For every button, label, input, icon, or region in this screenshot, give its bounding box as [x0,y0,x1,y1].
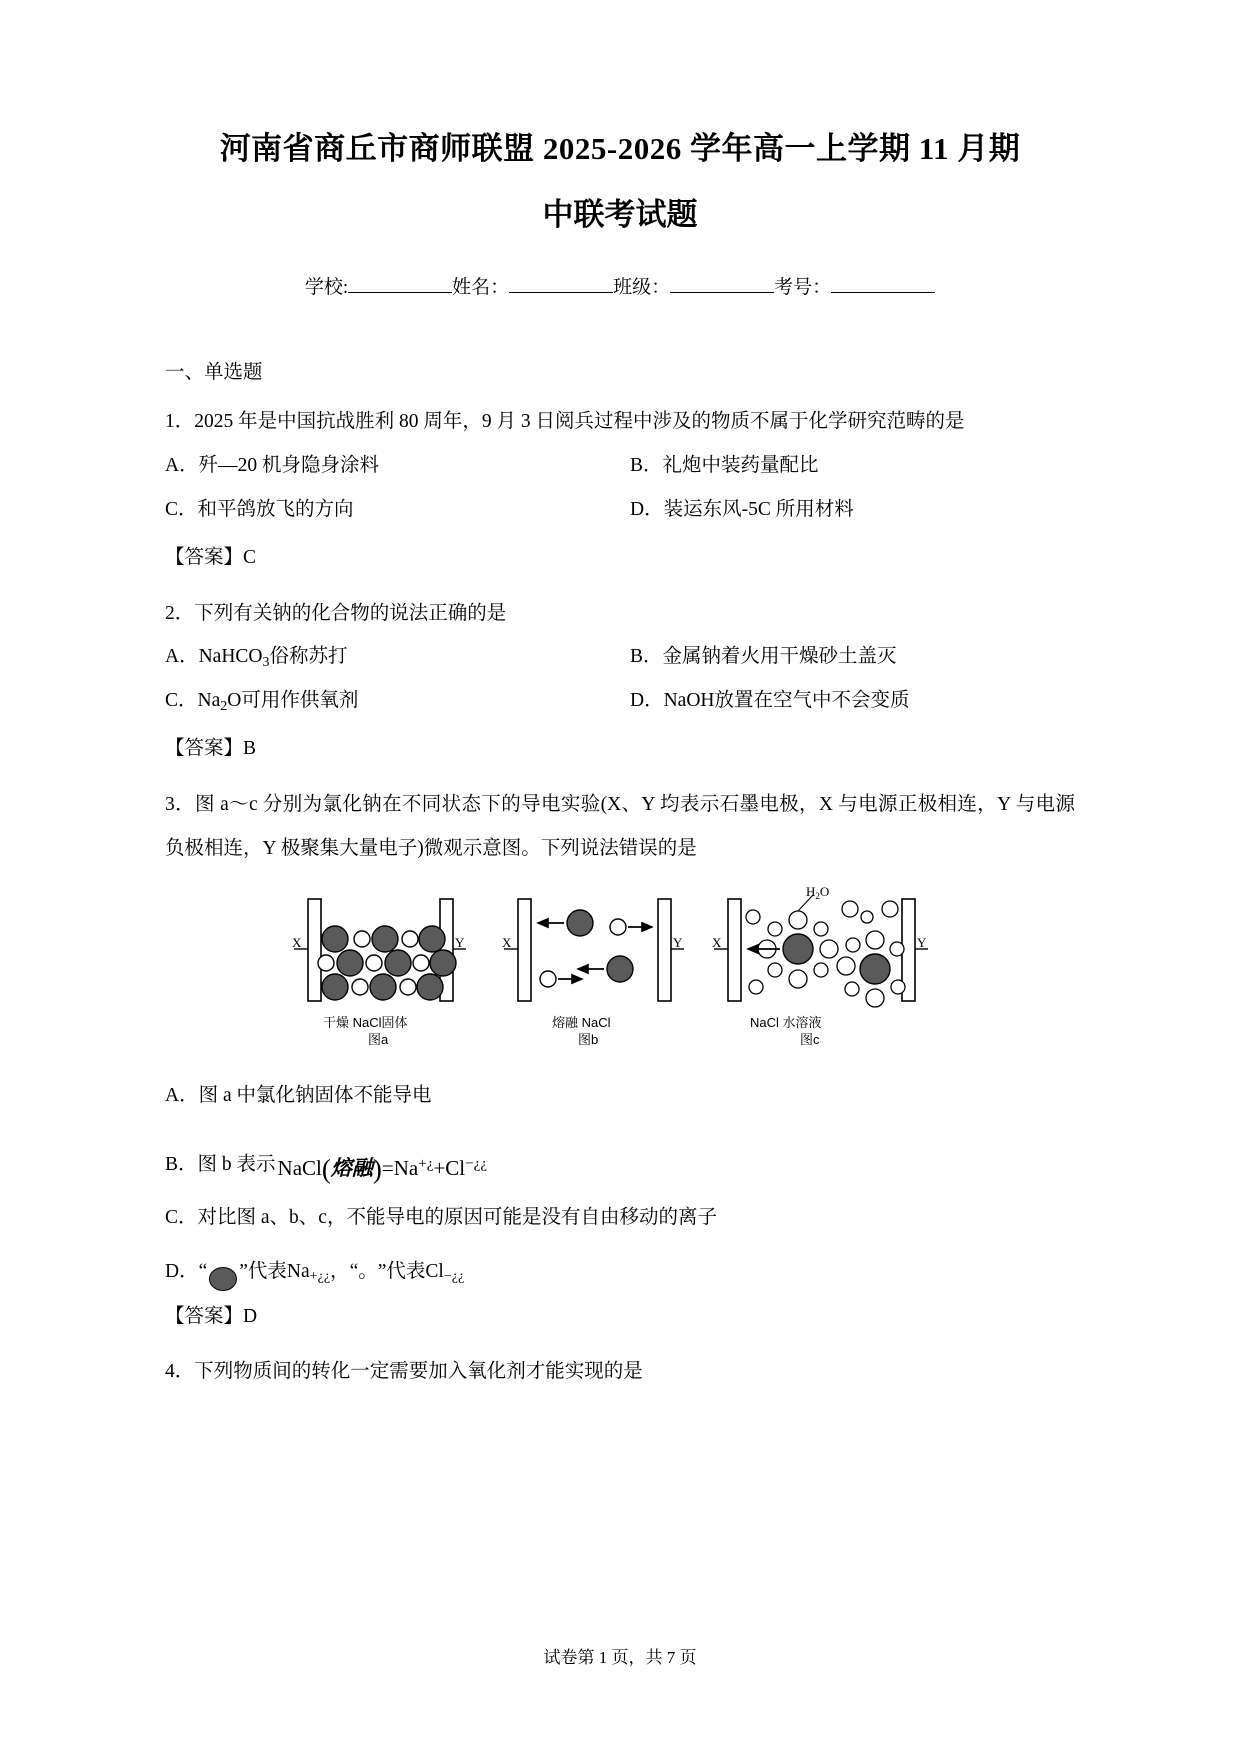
question-4-stem [165,1350,1075,1394]
section-heading: 一、单选题 [165,361,263,383]
question-2-options [165,635,1075,723]
question-1-options [165,444,1075,532]
answer-label: 【答案】 [165,1305,244,1327]
option-text: 和平鸽放飞的方向 [197,498,354,520]
water-label-c: $H_2O$ [806,886,830,901]
equation-paren-open: ( [321,1153,331,1184]
question-2-stem [165,592,1075,636]
quote-open-2: “ [349,1260,359,1282]
formula-subscript: 2 [220,698,228,715]
option-key: D． [165,1260,199,1282]
figure-panel-c [712,887,928,1047]
equation-lead: NaCl [277,1155,322,1180]
equation-paren-close: ) [372,1153,382,1184]
daibiao-1: 代表 [247,1260,287,1282]
option-b-equation [278,1142,488,1196]
answer-label: 【答案】 [165,738,244,760]
question-3-answer [165,1295,1075,1339]
quote-close-2: ” [377,1260,387,1282]
hydrated-sodium-ion [748,895,838,988]
option-text: 可用作供氧剂 [241,690,359,712]
school-label: 学校: [304,276,349,298]
sodium-ion-glyph [209,1267,237,1291]
option-key: B． [630,454,663,476]
caption-b-bottom: 图b [578,1031,599,1047]
electrode-label-y-b: Y [673,934,683,950]
question-1-option-d[interactable] [620,488,1075,532]
question-2-option-c[interactable] [165,679,620,723]
option-text: 俗称苏打 [269,646,348,668]
option-key: B． [165,1153,198,1175]
cl-superscript: −¿¿ [443,1268,465,1285]
chemical-formula: NaHCO [198,646,263,668]
cl-label: Cl [425,1260,444,1282]
chemical-formula: NaOH [663,690,715,712]
na-label: Na [286,1260,310,1282]
electrode-label-x-a: X [292,934,302,950]
option-key: A． [165,1084,199,1106]
na-superscript: +¿¿ [309,1268,331,1285]
question-4-text: 下列物质间的转化一定需要加入氧化剂才能实现的是 [194,1361,643,1383]
examnumber-blank[interactable] [831,292,935,293]
option-key: A． [165,454,199,476]
caption-c-bottom: 图c [800,1031,820,1047]
name-label: 姓名： [452,276,510,298]
conductivity-experiment-figure [165,887,1075,1062]
option-text: 装运东风-5C 所用材料 [663,498,854,520]
class-field [613,272,774,299]
name-blank[interactable] [509,292,613,293]
question-3-stem [165,783,1075,871]
option-key: A． [165,646,199,668]
question-4-number: 4． [165,1361,195,1383]
figure-panel-b [502,899,684,1047]
option-text: 放置在空气中不会变质 [714,690,910,712]
electrode-label-y-c: Y [917,934,927,950]
option-key: C． [165,498,198,520]
school-field [305,272,452,299]
question-1-stem [165,400,1075,444]
question-2-answer [165,727,1075,771]
equation-sup-na: +¿ [418,1155,434,1172]
electrode-label-y-a: Y [455,934,465,950]
molten-nacl-ions [538,910,652,987]
school-blank[interactable] [348,292,452,293]
class-label: 班级： [613,276,671,298]
name-field [452,272,613,299]
equation-mid: +Cl [433,1155,466,1180]
figure-panel-a [292,899,466,1047]
question-3-option-a[interactable] [165,1074,1075,1118]
question-3-text: 图 a～c 分别为氯化钠在不同状态下的导电实验(X、Y 均表示石墨电极，X 与电源正极相连，Y 与电源负极相连，Y 极聚集大量电子)微观示意图。下列说法错误的是 [165,794,1075,859]
option-text: 图 a 中氯化钠固体不能导电 [198,1084,432,1106]
chloride-ion-glyph: 。 [358,1260,378,1282]
student-info-line [165,272,1075,299]
page-title: 河南省商丘市商师联盟 2025-2026 学年高一上学期 11 月期 [219,131,1021,166]
option-key: C． [165,1206,198,1228]
question-2-option-d[interactable] [620,679,1075,723]
option-key: D． [630,498,664,520]
caption-c-top: NaCl 水溶液 [750,1014,822,1030]
caption-a-bottom: 图a [368,1031,389,1047]
question-3-option-d[interactable] [165,1252,1075,1291]
figure-svg [290,887,950,1062]
question-2-text: 下列有关钠的化合物的说法正确的是 [194,602,507,624]
question-3-number: 3． [165,794,195,816]
question-3-option-b[interactable] [165,1130,1075,1184]
electrode-label-x-c: X [712,934,722,950]
option-text: 礼炮中装药量配比 [662,454,819,476]
answer-label: 【答案】 [165,546,244,568]
quote-open-1: “ [198,1260,208,1282]
question-1-number: 1． [165,411,195,433]
answer-value: B [243,738,257,760]
formula-subscript: 3 [262,654,270,671]
option-key: B． [630,646,663,668]
option-key: C． [165,690,198,712]
answer-value: D [243,1305,258,1327]
option-text: 图 b 表示 [197,1153,276,1175]
quote-close-1: ” [239,1260,248,1282]
question-3-option-c[interactable] [165,1196,1075,1240]
caption-a-top: 干燥 NaCl固体 [323,1014,408,1030]
question-2-option-a[interactable] [165,635,620,679]
daibiao-2: 代表 [386,1260,426,1282]
option-text: 金属钠着火用干燥砂土盖灭 [662,646,897,668]
option-key: D． [630,690,664,712]
formula-tail: O [227,690,242,712]
equation-equals: =Na [381,1155,419,1180]
hydrated-chloride-ion [837,931,905,1007]
answer-value: C [243,546,257,568]
page-title-line-2: 中联考试题 [542,196,698,232]
question-2-option-b[interactable] [620,635,1075,679]
equation-condition: 熔融 [330,1155,373,1180]
option-text: 对比图 a、b、c，不能导电的原因可能是没有自由移动的离子 [197,1206,717,1228]
question-1-option-a[interactable] [165,444,620,488]
question-2-number: 2． [165,602,195,624]
examnumber-field [774,272,935,299]
nacl-solid-lattice [318,926,456,1000]
question-1-answer [165,536,1075,580]
page-footer: 试卷第 1 页，共 7 页 [543,1648,697,1667]
chemical-formula: Na [197,690,221,712]
caption-b-top: 熔融 NaCl [552,1014,611,1030]
equation-sup-cl: −¿¿ [465,1155,488,1172]
separator-comma: ， [330,1260,350,1282]
option-text: 歼—20 机身隐身涂料 [198,454,379,476]
examnumber-label: 考号： [774,276,832,298]
question-1-option-b[interactable] [620,444,1075,488]
question-1-option-c[interactable] [165,488,620,532]
electrode-label-x-b: X [502,934,512,950]
question-1-text: 2025 年是中国抗战胜利 80 周年，9 月 3 日阅兵过程中涉及的物质不属于化学研究范畴的是 [194,411,965,433]
class-blank[interactable] [670,292,774,293]
